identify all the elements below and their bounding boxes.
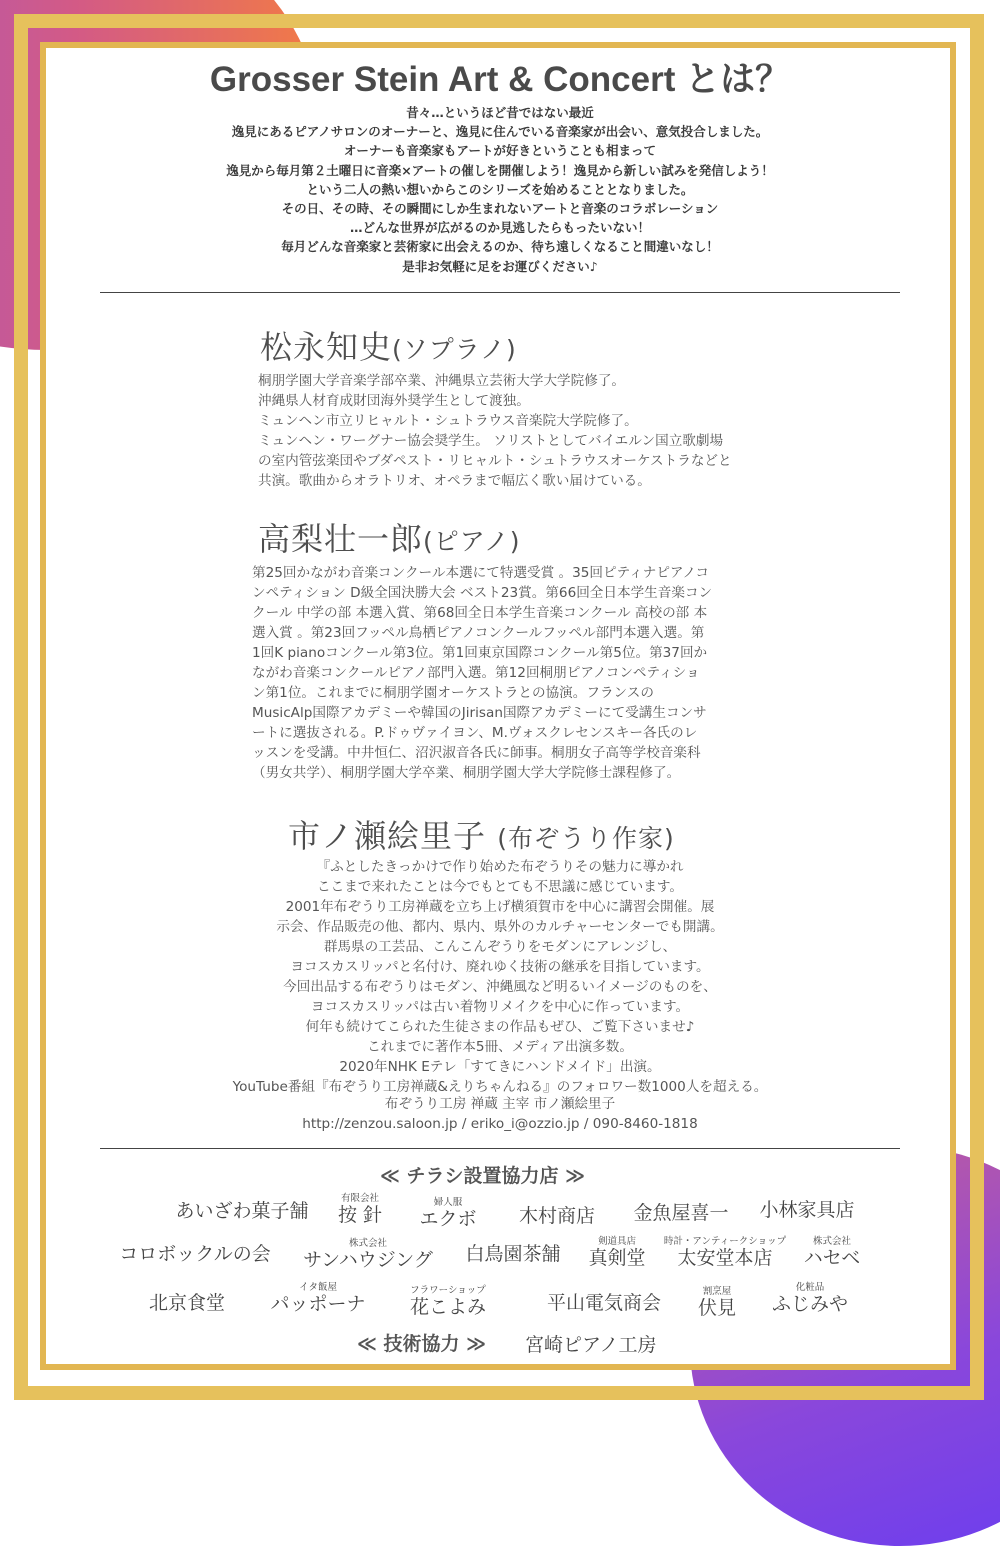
performer-name: 市ノ瀬絵里子 [288, 817, 487, 855]
bio-line: 今回出品する布ぞうりはモダン、沖縄風など明るいイメージのものを、 [283, 979, 717, 995]
tech-partner-name: 宮崎ピアノ工房 [525, 1334, 657, 1356]
bio-line: 示会、作品販売の他、都内、県内、県外のカルチャーセンターでも開講。 [276, 919, 724, 935]
shop-item [410, 1285, 486, 1318]
shop-name: ハセベ [803, 1247, 861, 1269]
performer-name-artist [288, 811, 675, 857]
shop-name: 太安堂本店 [677, 1247, 773, 1269]
shop-item [419, 1197, 476, 1230]
bio-line: 2001年布ぞうり工房禅蔵を立ち上げ横須賀市を中心に講習会開催。展 [285, 899, 715, 915]
shop-item [804, 1236, 861, 1269]
shop-type: 婦人服 [433, 1197, 463, 1208]
shop-name: 木村商店 [518, 1205, 596, 1227]
bio-line: ン第1位。これまでに桐朋学園オーケストラとの協演。フランスの [252, 685, 654, 701]
bio-line: ンペティション D級全国決勝大会 ベスト23賞。第66回全日本学生音楽コン [252, 585, 713, 601]
bio-line: 群馬県の工芸品、こんこんぞうりをモダンにアレンジし、 [323, 939, 677, 955]
performer-role: (布ぞうり作家) [497, 824, 675, 853]
bio-line: ながわ音楽コンクールピアノ部門入選。第12回桐朋ピアノコンペティショ [252, 665, 700, 681]
page-title: Grosser Stein Art & Concert とは？ [209, 60, 791, 99]
shop-name: 平山電気商会 [546, 1292, 662, 1314]
bio-line: 沖縄県人材育成財団海外奨学生として渡独。 [258, 393, 530, 409]
shop-type: 割烹屋 [702, 1286, 732, 1297]
performer-name-piano [258, 514, 521, 560]
shop-name: 真剣堂 [588, 1247, 646, 1269]
intro-line: …どんな世界が広がるのか見逃したらもったいない！ [349, 220, 650, 236]
bio-line: これまでに著作本5冊、メディア出演多数。 [367, 1039, 633, 1055]
shop-item [698, 1286, 736, 1319]
shop-item [303, 1238, 433, 1271]
bio-line: 第25回かながわ音楽コンクール本選にて特選受賞 。35回ピティナピアノコ [252, 565, 709, 581]
shop-name: 北京食堂 [148, 1292, 226, 1314]
shop-name: パッポーナ [270, 1293, 366, 1315]
shop-type: 剣道具店 [597, 1236, 637, 1247]
performer-role: (ソプラノ) [392, 335, 517, 364]
intro-line: 逸見から毎月第２土曜日に音楽×アートの催しを開催しよう！逸見から新しい試みを発信しよう！ [226, 162, 774, 178]
shop-item [519, 1205, 595, 1227]
shop-item [664, 1236, 786, 1269]
shop-type: 有限会社 [340, 1193, 380, 1204]
intro-line: 毎月どんな音楽家と芸術家に出会えるのか、待ち遠しくなること間違いなし！ [281, 239, 719, 255]
performer-name: 高梨壮一郎 [258, 520, 424, 558]
tech-heading: ≪ 技術協力 ≫ [357, 1333, 487, 1355]
bio-line: 2020年NHK Eテレ「すてきにハンドメイド」出演。 [339, 1059, 661, 1075]
sponsors-heading: ≪ チラシ設置協力店 ≫ [380, 1165, 586, 1187]
bio-line: クール 中学の部 本選入賞、第68回全日本学生音楽コンクール 高校の部 本 [252, 605, 708, 621]
performer-role: (ピアノ) [423, 527, 521, 556]
intro-line: 昔々…というほど昔ではない最近 [406, 105, 594, 120]
shop-item [149, 1292, 225, 1314]
shop-name: あいざわ菓子舗 [175, 1200, 309, 1222]
bio-line: （男女共学）、桐朋学園大学卒業、桐朋学園大学大学院修士課程修了。 [252, 765, 681, 781]
intro-line: 是非お気軽に足をお運びください♪ [402, 258, 598, 274]
bio-line: ヨコスカスリッパは古い着物リメイクを中心に作っています。 [310, 999, 690, 1015]
shop-name: 花こよみ [409, 1296, 487, 1318]
bio-line: 共演。歌曲からオラトリオ、オペラまで幅広く歌い届けている。 [258, 473, 651, 489]
bio-line: 1回K pianoコンクール第3位。第1回東京国際コンクール第5位。第37回か [252, 645, 708, 661]
bio-line: YouTube番組『布ぞうり工房禅蔵&えりちゃんねる』のフォロワー数1000人を超える。 [232, 1079, 768, 1095]
intro-line: 逸見にあるピアノサロンのオーナーと、逸見に住んでいる音楽家が出会い、意気投合しました。 [231, 124, 769, 140]
shop-item [759, 1199, 854, 1221]
contact-line: 布ぞうり工房 禅蔵 主宰 市ノ瀬絵里子 [384, 1096, 616, 1112]
performer-bio-artist [60, 857, 940, 1097]
bio-line: の室内管弦楽団やブダペスト・リヒャルト・シュトラウスオーケストラなどと [258, 453, 732, 469]
bio-line: ミュンヘン市立リヒャルト・シュトラウス音楽院大学院修了。 [258, 413, 638, 429]
shop-type: 時計・アンティークショップ [663, 1236, 787, 1247]
bio-line: 何年も続けてこられた生徒さまの作品もぜひ、ご覧下さいませ♪ [305, 1019, 695, 1035]
shop-item [338, 1193, 382, 1226]
intro-line: という二人の熱い想いからこのシリーズを始めることとなりました。 [306, 181, 694, 197]
shop-item [547, 1292, 661, 1314]
shop-name: サンハウジング [303, 1249, 433, 1271]
shop-type: フラワーショップ [410, 1285, 486, 1296]
shop-item [270, 1282, 365, 1315]
bio-line: MusicAlp国際アカデミーや韓国のJirisan国際アカデミーにて受講生コンサ [252, 705, 707, 721]
shop-type: 株式会社 [812, 1236, 851, 1247]
shop-type: 株式会社 [348, 1238, 387, 1249]
shop-item [175, 1200, 308, 1222]
shop-type: 化粧品 [795, 1282, 825, 1293]
shop-name: コロボックルの会 [119, 1243, 271, 1265]
performer-name-soprano [260, 322, 517, 368]
intro-line: オーナーも音楽家もアートが好きということも相まって [343, 143, 657, 159]
shop-name: 按 針 [337, 1204, 383, 1226]
shop-name: ふじみや [771, 1293, 849, 1315]
contact-line: http://zenzou.saloon.jp / eriko_i@ozzio.jp / 090-8460-1818 [302, 1116, 698, 1132]
shop-name: エクボ [419, 1208, 477, 1230]
shop-item [119, 1243, 270, 1265]
bio-line: 選入賞 。第23回フッペル鳥栖ピアノコンクールフッペル部門本選入選。第 [252, 625, 705, 641]
bio-line: ここまで来れたことは今でもとても不思議に感じています。 [317, 879, 683, 895]
bio-line: ミュンヘン・ワーグナー協会奨学生。 ソリストとしてバイエルン国立歌劇場 [258, 433, 724, 449]
shop-type: イタ飯屋 [298, 1282, 338, 1293]
performer-name: 松永知史 [260, 328, 393, 366]
divider-bottom [100, 1148, 900, 1149]
shop-item [633, 1202, 728, 1224]
intro-text [80, 103, 920, 276]
bio-line: ッスンを受講。中井恒仁、沼沢淑音各氏に師事。桐朋女子高等学校音楽科 [252, 745, 701, 761]
performer-bio-soprano [258, 371, 732, 491]
shop-item [465, 1243, 560, 1265]
bio-line: ヨコスカスリッパと名付け、廃れゆく技術の継承を目指しています。 [290, 959, 710, 975]
divider-top [100, 292, 900, 293]
intro-line: その日、その時、その瞬間にしか生まれないアートと音楽のコラボレーション [281, 201, 719, 217]
bio-line: 『ふとしたきっかけで作り始めた布ぞうりその魅力に導かれ [316, 859, 684, 875]
shop-name: 金魚屋喜一 [633, 1202, 729, 1224]
shop-name: 白鳥園茶舗 [465, 1243, 561, 1265]
artist-contact [60, 1094, 940, 1134]
shop-item [588, 1236, 645, 1269]
shop-name: 小林家具店 [759, 1199, 855, 1221]
bio-line: 桐朋学園大学音楽学部卒業、沖縄県立芸術大学大学院修了。 [258, 373, 626, 389]
shop-item [772, 1282, 848, 1315]
performer-bio-piano [252, 563, 712, 783]
bio-line: ートに選抜される。P.ドゥヴァイヨン、M.ヴォスクレセンスキー各氏のレ [252, 725, 698, 741]
shop-name: 伏見 [697, 1297, 737, 1319]
